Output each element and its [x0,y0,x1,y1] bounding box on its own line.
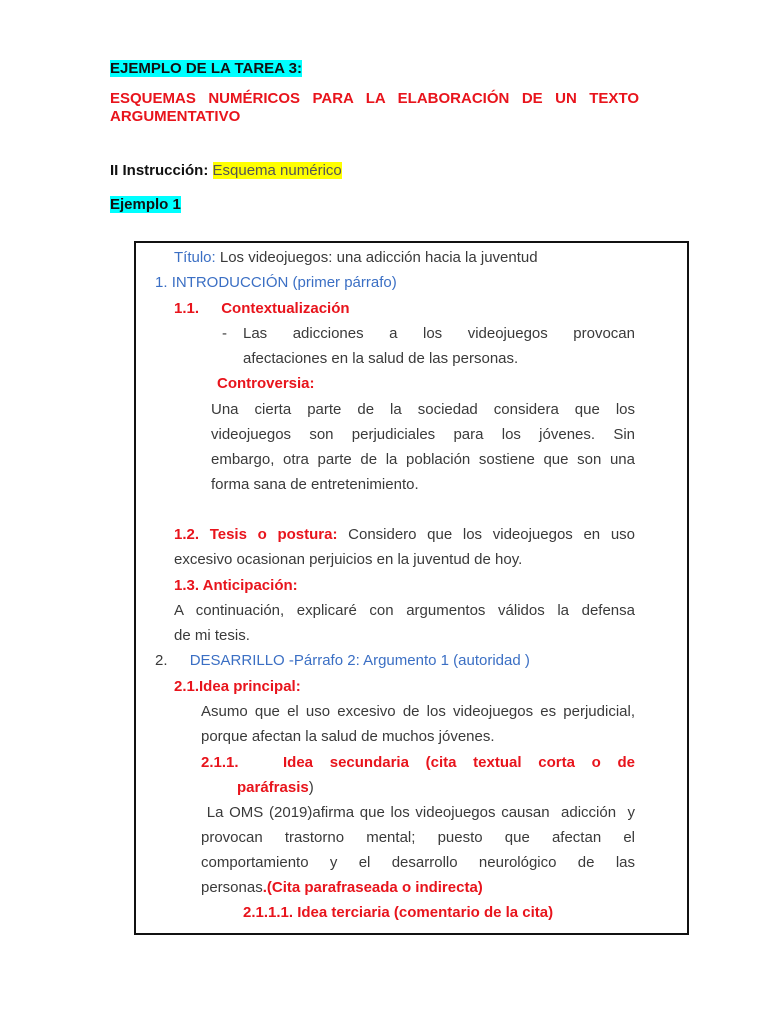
section-label: DESARRILLO -Párrafo 2: Argumento 1 (autoridad ) [189,652,530,669]
outline-title-text: Los videojuegos: una adicción hacia la juventud [219,249,538,266]
section-label: INTRODUCCIÓN [171,274,289,291]
quote-text: personas [201,879,263,896]
quote-line-2: provocan trastorno mental; puesto que afectan el [201,829,635,846]
thesis-line-1: Considero que los videojuegos en uso [348,526,636,543]
anticipation-line-1: A continuación, explicaré con argumentos válidos la defensa [174,602,635,619]
context-line-2: afectaciones en la salud de las personas. [243,350,519,367]
controversia-line-2: videojuegos son perjudiciales para los jóvenes. Sin [211,426,635,443]
controversia-line-4: forma sana de entretenimiento. [211,476,419,493]
subsection-2-1-label: 2.1.Idea principal: [174,678,301,695]
instruction-value: Esquema numérico [212,162,342,179]
thesis-line-2: excesivo ocasionan perjuicios en la juventud de hoy. [174,551,523,568]
section-introduccion [155,270,397,295]
quote-line-4 [201,875,483,900]
secondary-idea-text: paráfrasis [237,779,309,796]
main-idea-line-2: porque afectan la salud de muchos jóvenes. [201,728,495,745]
section-desarrollo [155,648,530,673]
secondary-idea-paren: ) [308,779,314,796]
controversia-line-3: embargo, otra parte de la población sostiene que son una [211,451,635,468]
subsection-label: 1.2. Tesis o postura: [174,526,338,543]
example-heading [110,192,181,217]
controversia-line-1: Una cierta parte de la sociedad considera que los [211,401,635,418]
quote-note: .(Cita parafraseada o indirecta) [262,879,483,896]
outline-title-label: Título: [174,249,216,266]
anticipation-line-2: de mi tesis. [174,627,250,644]
quote-line-3: comportamiento y el desarrollo neurológico de las [201,854,635,871]
subsection-2-1-1-number: 2.1.1. [201,754,239,771]
subsection-2-1-1-1: 2.1.1.1. Idea terciaria (comentario de la cita) [243,904,554,921]
controversia-label: Controversia: [217,375,315,392]
instruction-line [110,158,342,183]
subsection-number: 1.1. [174,300,200,317]
subsection-1-1 [174,296,350,321]
bullet-dash: - [222,325,227,342]
section-note: (primer párrafo) [292,274,397,291]
section-number: 2. [155,652,168,669]
outline-title-line [174,245,538,270]
subsection-1-3-label: 1.3. Anticipación: [174,577,298,594]
subsection-label: Contextualización [221,300,350,317]
example-heading-text: Ejemplo 1 [110,196,181,213]
instruction-label: II Instrucción: [110,162,209,179]
secondary-idea-line-1: Idea secundaria (cita textual corta o de [283,754,635,771]
quote-line-1: La OMS (2019)afirma que los videojuegos causan adicción y [201,804,635,821]
secondary-idea-line-2 [237,775,314,800]
document-title-line2: ARGUMENTATIVO [110,108,241,125]
subsection-1-2 [174,522,635,547]
section-number: 1. [155,274,168,291]
context-line-1: Las adicciones a los videojuegos provocan [243,325,635,342]
main-idea-line-1: Asumo que el uso excesivo de los videojuegos es perjudicial, [201,703,635,720]
document-title-line1: ESQUEMAS NUMÉRICOS PARA LA ELABORACIÓN DE UN TEXTO [110,90,639,107]
task-heading [110,56,302,81]
task-heading-text: EJEMPLO DE LA TAREA 3: [110,60,302,77]
